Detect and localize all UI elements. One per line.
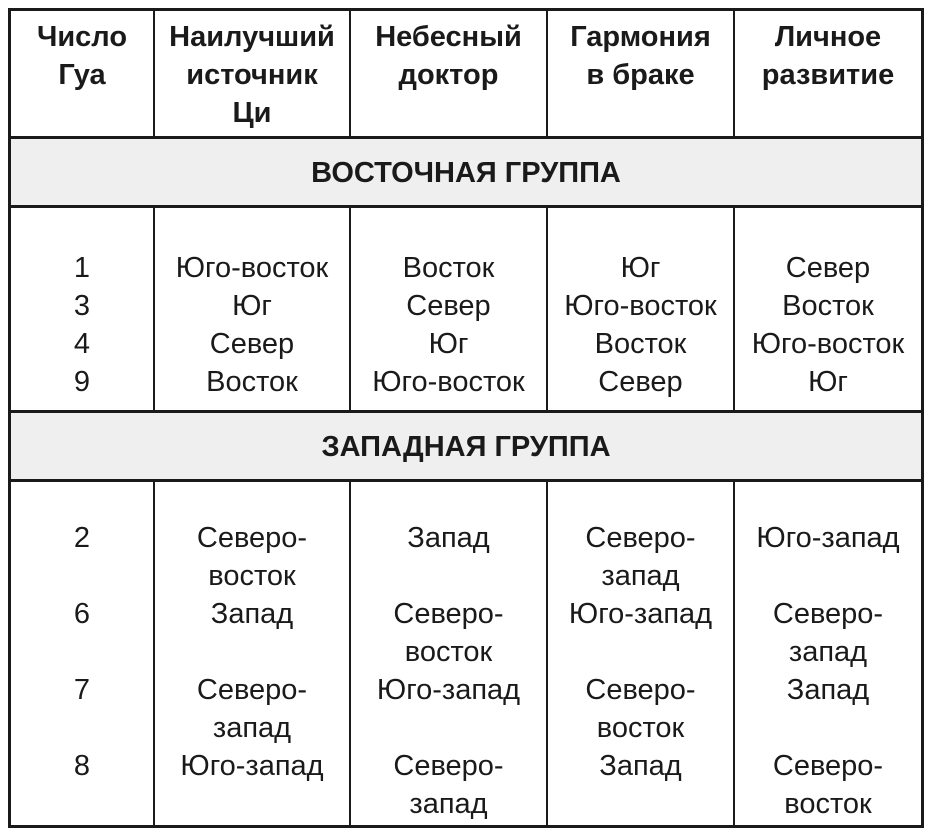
- west-best-qi-column: Северо- восток Запад Северо- запад Юго-запад: [180, 522, 324, 782]
- west-group-title: ЗАПАДНАЯ ГРУППА: [321, 431, 611, 463]
- rule-header-bottom: [11, 136, 921, 139]
- east-group-title: ВОСТОЧНАЯ ГРУППА: [311, 157, 621, 189]
- west-marriage-column: Северо- запад Юго-запад Северо- восток Запад: [568, 522, 713, 782]
- east-gua-column: 1 3 4 9: [73, 252, 91, 398]
- header-personal-development: Личное развитие: [761, 21, 895, 91]
- east-personal-column: Север Восток Юго-восток Юг: [751, 252, 905, 398]
- header-heavenly-doctor: Небесный доктор: [375, 21, 522, 91]
- east-heavenly-doctor-column: Восток Север Юг Юго-восток: [372, 252, 525, 398]
- header-best-qi-source: Наилучший источник Ци: [169, 21, 335, 129]
- rule-east-title-bottom: [11, 205, 921, 208]
- header-gua-number: Число Гуа: [36, 21, 128, 91]
- rule-east-body-bottom: [11, 410, 921, 413]
- header-marriage-harmony: Гармония в браке: [570, 21, 711, 91]
- west-heavenly-doctor-column: Запад Северо- восток Юго-запад Северо- запад: [376, 522, 521, 820]
- gua-table: [8, 8, 924, 828]
- west-personal-column: Юго-запад Северо- запад Запад Северо- восток: [756, 522, 900, 820]
- rule-west-title-bottom: [11, 479, 921, 482]
- east-best-qi-column: Юго-восток Юг Север Восток: [175, 252, 329, 398]
- east-marriage-column: Юг Юго-восток Восток Север: [564, 252, 717, 398]
- west-gua-column: 2 6 7 8: [73, 522, 91, 782]
